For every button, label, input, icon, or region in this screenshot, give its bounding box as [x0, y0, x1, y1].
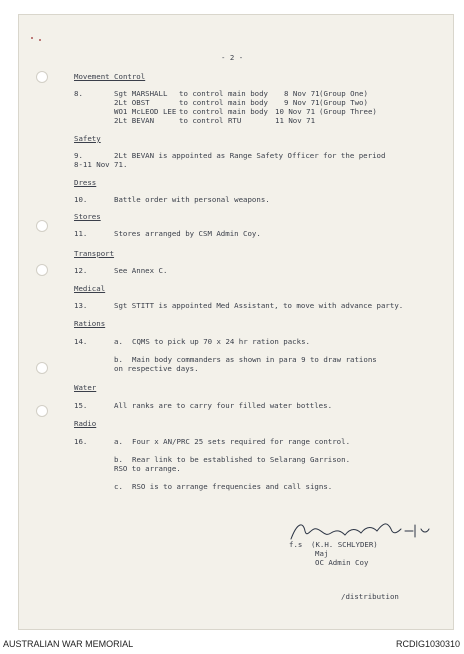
para-number: 11. — [74, 229, 88, 238]
para-number: 12. — [74, 266, 88, 275]
distribution-note: /distribution — [341, 592, 399, 601]
subpara-label: c. — [114, 482, 123, 491]
para-number: 16. — [74, 437, 88, 446]
section-heading: Stores — [74, 212, 101, 221]
section-heading: Radio — [74, 419, 97, 428]
ink-speck — [39, 39, 41, 41]
subpara-text: RSO to arrange. — [114, 464, 181, 473]
para-text: All ranks are to carry four filled water bottles. — [114, 401, 333, 410]
para-text: Battle order with personal weapons. — [114, 195, 270, 204]
subpara-label: a. — [114, 337, 123, 346]
footer-source: AUSTRALIAN WAR MEMORIAL — [3, 639, 134, 649]
page-number: - 2 - — [221, 53, 244, 62]
movement-group: (Group Two) — [319, 98, 368, 107]
punch-hole — [36, 264, 48, 276]
movement-date: 11 Nov 71 — [275, 116, 316, 125]
para-text: See Annex C. — [114, 266, 168, 275]
punch-hole — [36, 405, 48, 417]
movement-group: (Group Three) — [319, 107, 377, 116]
section-heading: Transport — [74, 249, 115, 258]
para-number: 13. — [74, 301, 88, 310]
footer-record-id: RCDIG1030310 — [395, 639, 460, 649]
movement-task: to control RTU — [179, 116, 242, 125]
subpara-text: Rear link to be established to Selarang Garrison. — [132, 455, 351, 464]
punch-hole — [36, 71, 48, 83]
movement-name: 2Lt BEVAN — [114, 116, 155, 125]
section-heading: Medical — [74, 284, 106, 293]
signature-prefix: f.s — [289, 540, 303, 549]
para-text: 8-11 Nov 71. — [74, 160, 128, 169]
ink-speck — [31, 37, 33, 39]
section-heading: Dress — [74, 178, 97, 187]
document-page — [18, 14, 454, 630]
subpara-text: Main body commanders as shown in para 9 to draw rations — [132, 355, 377, 364]
movement-date: 9 Nov 71 — [284, 98, 320, 107]
subpara-text: RSO is to arrange frequencies and call signs. — [132, 482, 333, 491]
movement-date: 8 Nov 71 — [284, 89, 320, 98]
movement-name: WO1 McLEOD LEE — [114, 107, 177, 116]
subpara-text: on respective days. — [114, 364, 199, 373]
movement-date: 10 Nov 71 — [275, 107, 316, 116]
signatory-name: (K.H. SCHLYDER) — [311, 540, 378, 549]
para-number: 15. — [74, 401, 88, 410]
subpara-label: a. — [114, 437, 123, 446]
para-text: Sgt STITT is appointed Med Assistant, to move with advance party. — [114, 301, 404, 310]
para-number: 14. — [74, 337, 88, 346]
section-heading: Water — [74, 383, 97, 392]
movement-task: to control main body — [179, 107, 268, 116]
punch-hole — [36, 362, 48, 374]
signatory-rank: Maj — [315, 549, 329, 558]
signatory-appointment: OC Admin Coy — [315, 558, 369, 567]
movement-group: (Group One) — [319, 89, 368, 98]
movement-name: 2Lt OBST — [114, 98, 150, 107]
movement-name: Sgt MARSHALL — [114, 89, 168, 98]
punch-hole — [36, 220, 48, 232]
section-heading: Safety — [74, 134, 101, 143]
para-text: 2Lt BEVAN is appointed as Range Safety Officer for the period — [114, 151, 386, 160]
para-number: 8. — [74, 89, 83, 98]
subpara-label: b. — [114, 455, 123, 464]
subpara-text: CQMS to pick up 70 x 24 hr ration packs. — [132, 337, 310, 346]
para-text: Stores arranged by CSM Admin Coy. — [114, 229, 261, 238]
para-number: 9. — [74, 151, 83, 160]
movement-task: to control main body — [179, 89, 268, 98]
subpara-label: b. — [114, 355, 123, 364]
section-heading: Rations — [74, 319, 106, 328]
subpara-text: Four x AN/PRC 25 sets required for range control. — [132, 437, 351, 446]
para-number: 10. — [74, 195, 88, 204]
movement-task: to control main body — [179, 98, 268, 107]
section-heading: Movement Control — [74, 72, 146, 81]
